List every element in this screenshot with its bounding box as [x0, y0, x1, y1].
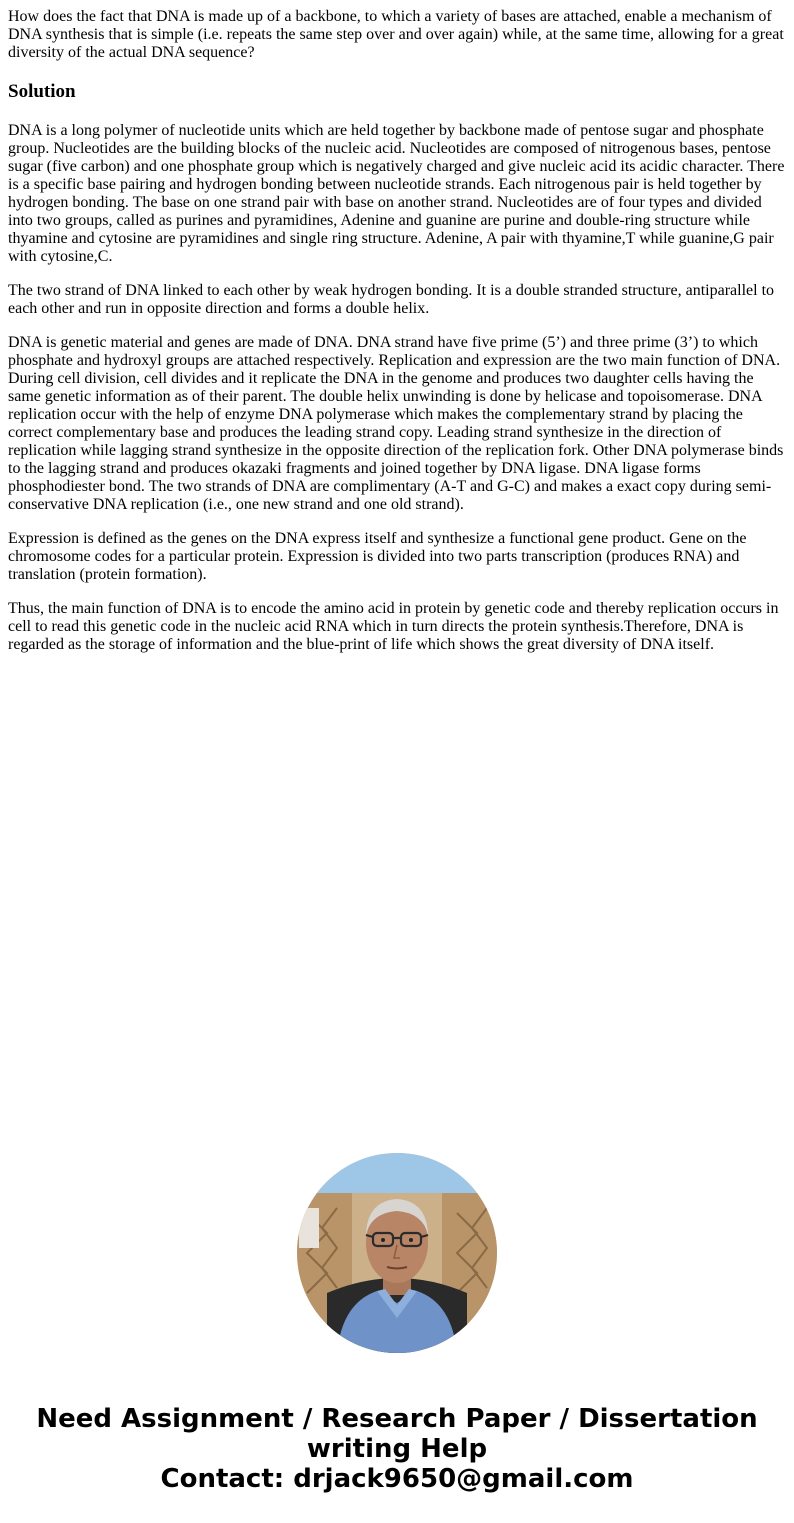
cta-line-2: writing Help: [306, 1434, 488, 1464]
solution-paragraph-5: Thus, the main function of DNA is to encode the amino acid in protein by genetic code and thereby replication occurs in cell to read this genetic code in the nucleic acid RNA which in turn directs the protein synthesis.Therefore, DNA is regarded as the storage of information and the blue-print of life which shows the great diversity of DNA itself.: [8, 600, 779, 653]
solution-heading: Solution: [8, 81, 76, 102]
document-body: [8, 8, 786, 670]
cta-contact-line: Contact: drjack9650@gmail.com: [160, 1464, 634, 1494]
contact-banner: [0, 1404, 794, 1494]
solution-paragraph-3: DNA is genetic material and genes are made of DNA. DNA strand have five prime (5’) and three prime (3’) to which phosphate and hydroxyl groups are attached respectively. Replication and expression are the two main function of DNA. During cell division, cell divides and it replicate the DNA in the genome and produces two daughter cells having the same genetic information as of their parent. The double helix unwinding is done by helicase and topoisomerase. DNA replication occur with the help of enzyme DNA polymerase which makes the complementary strand by placing the correct complementary base and produces the leading strand copy. Leading strand synthesize in the direction of replication while lagging strand synthesize in the opposite direction of the replication fork. Other DNA polymerase binds to the lagging strand and produces okazaki fragments and joined together by DNA ligase. DNA ligase forms phosphodiester bond. The two strands of DNA are complimentary (A-T and G-C) and makes a exact copy during semi-conservative DNA replication (i.e., one new strand and one old strand).: [8, 334, 784, 513]
solution-paragraph-4: Expression is defined as the genes on the DNA express itself and synthesize a functional gene product. Gene on the chromosome codes for a particular protein. Expression is divided into two parts transcription (produces RNA) and translation (protein formation).: [8, 530, 747, 583]
author-avatar: [297, 1153, 497, 1353]
solution-paragraph-2: The two strand of DNA linked to each other by weak hydrogen bonding. It is a double stranded structure, antiparallel to each other and run in opposite direction and forms a double helix.: [8, 282, 775, 317]
solution-paragraph-1: DNA is a long polymer of nucleotide units which are held together by backbone made of pentose sugar and phosphate group. Nucleotides are the building blocks of the nucleic acid. Nucleotides are composed of nitrogenous bases, pentose sugar (five carbon) and one phosphate group which is negatively charged and give nucleic acid its acidic character. There is a specific base pairing and hydrogen bonding between nucleotide strands. Each nitrogenous pair is held together by hydrogen bonding. The base on one strand pair with base on another strand. Nucleotides are of four types and divided into two groups, called as purines and pyramidines, Adenine and guanine are purine and double-ring structure while thyamine and cytosine are pyramidines and single ring structure. Adenine, A pair with thyamine,T while guanine,G pair with cytosine,C.: [8, 122, 785, 265]
question-text: How does the fact that DNA is made up of a backbone, to which a variety of bases are attached, enable a mechanism of DNA synthesis that is simple (i.e. repeats the same step over and over again) while, at the same time, allowing for a great diversity of the actual DNA sequence?: [8, 8, 784, 61]
cta-line-1: Need Assignment / Research Paper / Dissertation: [36, 1404, 758, 1434]
author-photo-illustration: [297, 1153, 497, 1353]
